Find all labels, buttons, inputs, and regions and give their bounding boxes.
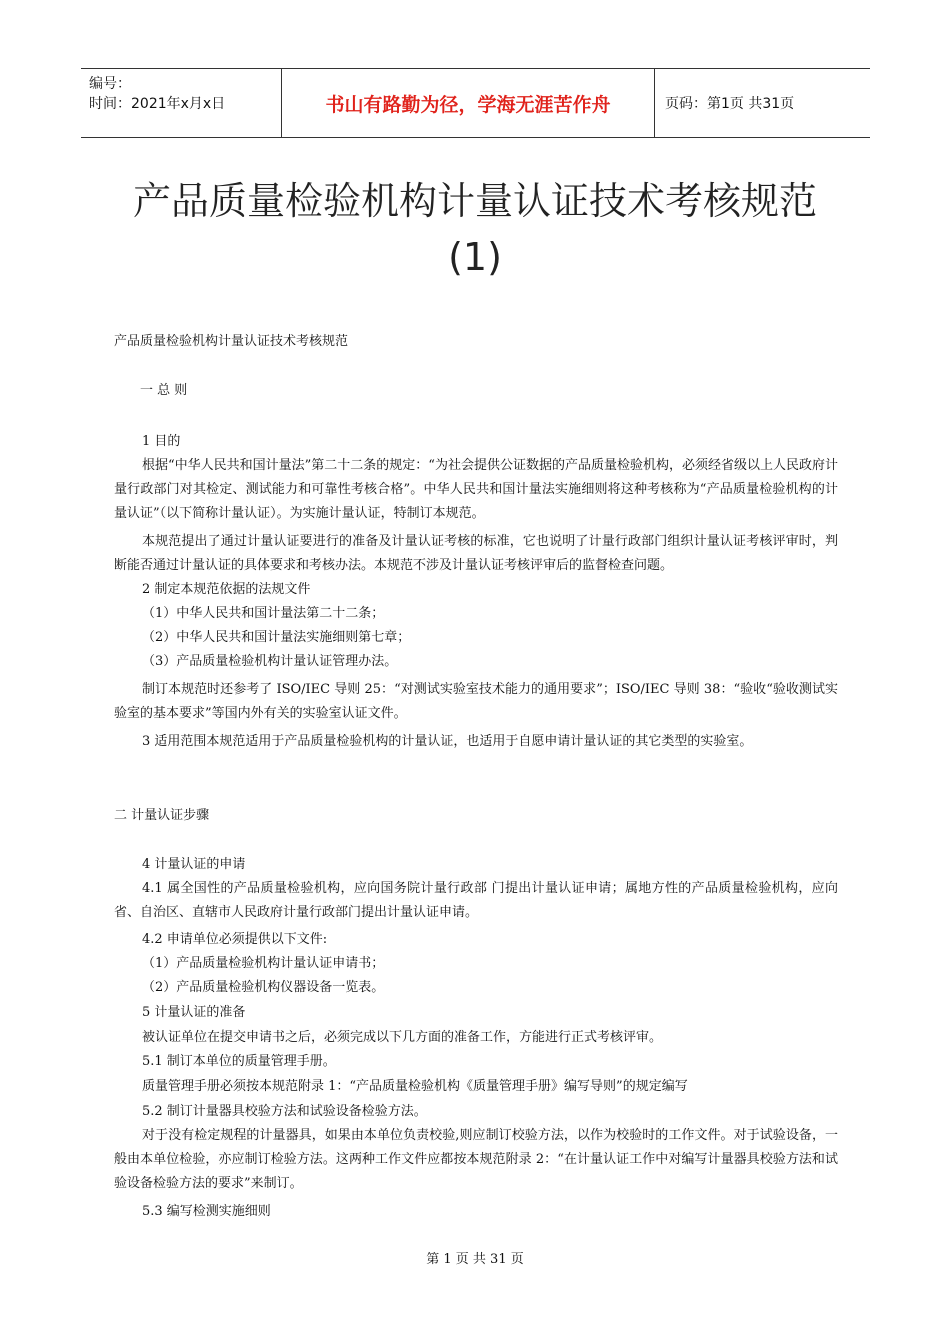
paragraph-purpose: 根据“中华人民共和国计量法”第二十二条的规定：“为社会提供公证数据的产品质量检验机构，必须经省级以上人民政府计量行政部门对其检定、测试能力和可靠性考核合格”。中华人民共和国计量法实施细则将这种考核称为“产品质量检验机构的计量认证”（以下简称计量认证）。为实施计量认证，特制订本规范。 bbox=[114, 458, 838, 521]
list-item: （3）产品质量检验机构计量认证管理办法。 bbox=[142, 654, 398, 669]
list-item: （2）产品质量检验机构仪器设备一览表。 bbox=[142, 980, 385, 995]
section-5-2-heading: 5.2 制订计量器具校验方法和试验设备检验方法。 bbox=[142, 1104, 427, 1119]
list-item: （1）产品质量检验机构计量认证申请书； bbox=[142, 956, 385, 971]
document-header bbox=[81, 68, 870, 138]
paragraph-scope-desc: 本规范提出了通过计量认证要进行的准备及计量认证考核的标准，它也说明了计量行政部门组织计量认证考核评审时，判断能否通过计量认证的具体要求和考核办法。本规范不涉及计量认证考核评审后的监督检查问题。 bbox=[114, 534, 838, 573]
section-5-heading: 5 计量认证的准备 bbox=[142, 1005, 246, 1020]
paragraph-4-1: 4.1 属全国性的产品质量检验机构，应向国务院计量行政部 门提出计量认证申请；属地方性的产品质量检验机构，应向省、自治区、直辖市人民政府计量行政部门提出计量认证申请。 bbox=[114, 881, 838, 920]
section-5-3-heading: 5.3 编写检测实施细则 bbox=[142, 1204, 271, 1219]
header-meta-cell bbox=[81, 69, 282, 137]
section-2-heading: 2 制定本规范依据的法规文件 bbox=[142, 582, 311, 597]
document-title: 产品质量检验机构计量认证技术考核规范 bbox=[132, 179, 817, 223]
time-label: 时间：2021年x月x日 bbox=[89, 96, 226, 112]
paragraph-5: 被认证单位在提交申请书之后，必须完成以下几方面的准备工作，方能进行正式考核评审。 bbox=[142, 1030, 663, 1045]
paragraph-5-1: 质量管理手册必须按本规范附录 1：“产品质量检验机构《质量管理手册》编写导则”的规定编写 bbox=[142, 1079, 688, 1094]
list-item: （1）中华人民共和国计量法第二十二条； bbox=[142, 606, 385, 621]
document-title-suffix: (1) bbox=[448, 235, 502, 279]
number-label: 编号： bbox=[89, 76, 131, 92]
section-3-heading: 3 适用范围本规范适用于产品质量检验机构的计量认证，也适用于自愿申请计量认证的其它类型的实验室。 bbox=[142, 734, 753, 749]
chapter-1-heading: 一 总 则 bbox=[140, 383, 188, 398]
paragraph-references: 制订本规范时还参考了 ISO/IEC 导则 25：“对测试实验室技术能力的通用要求”；ISO/IEC 导则 38：“验收“验收测试实验室的基本要求”等国内外有关的实验室认证文件。 bbox=[114, 682, 838, 721]
section-5-1-heading: 5.1 制订本单位的质量管理手册。 bbox=[142, 1054, 336, 1069]
doc-name-line: 产品质量检验机构计量认证技术考核规范 bbox=[114, 334, 349, 349]
chapter-2-heading: 二 计量认证步骤 bbox=[114, 808, 210, 823]
paragraph-5-2: 对于没有检定规程的计量器具，如果由本单位负责校验,则应制订校验方法，以作为校验时的工作文件。对于试验设备，一般由本单位检验，亦应制订检验方法。这两种工作文件应都按本规范附录 2：“在计量认证工作中对编写计量器具校验方法和试验设备检验方法的要求”来制订。 bbox=[114, 1128, 838, 1191]
section-1-heading: 1 目的 bbox=[142, 434, 181, 449]
page-footer: 第 1 页 共 31 页 bbox=[426, 1252, 524, 1267]
header-motto: 书山有路勤为径，学海无涯苦作舟 bbox=[282, 69, 655, 137]
section-4-2-heading: 4.2 申请单位必须提供以下文件: bbox=[142, 932, 328, 947]
header-page-number: 页码：第1页 共31页 bbox=[665, 96, 795, 112]
section-4-heading: 4 计量认证的申请 bbox=[142, 857, 246, 872]
list-item: （2）中华人民共和国计量法实施细则第七章； bbox=[142, 630, 411, 645]
